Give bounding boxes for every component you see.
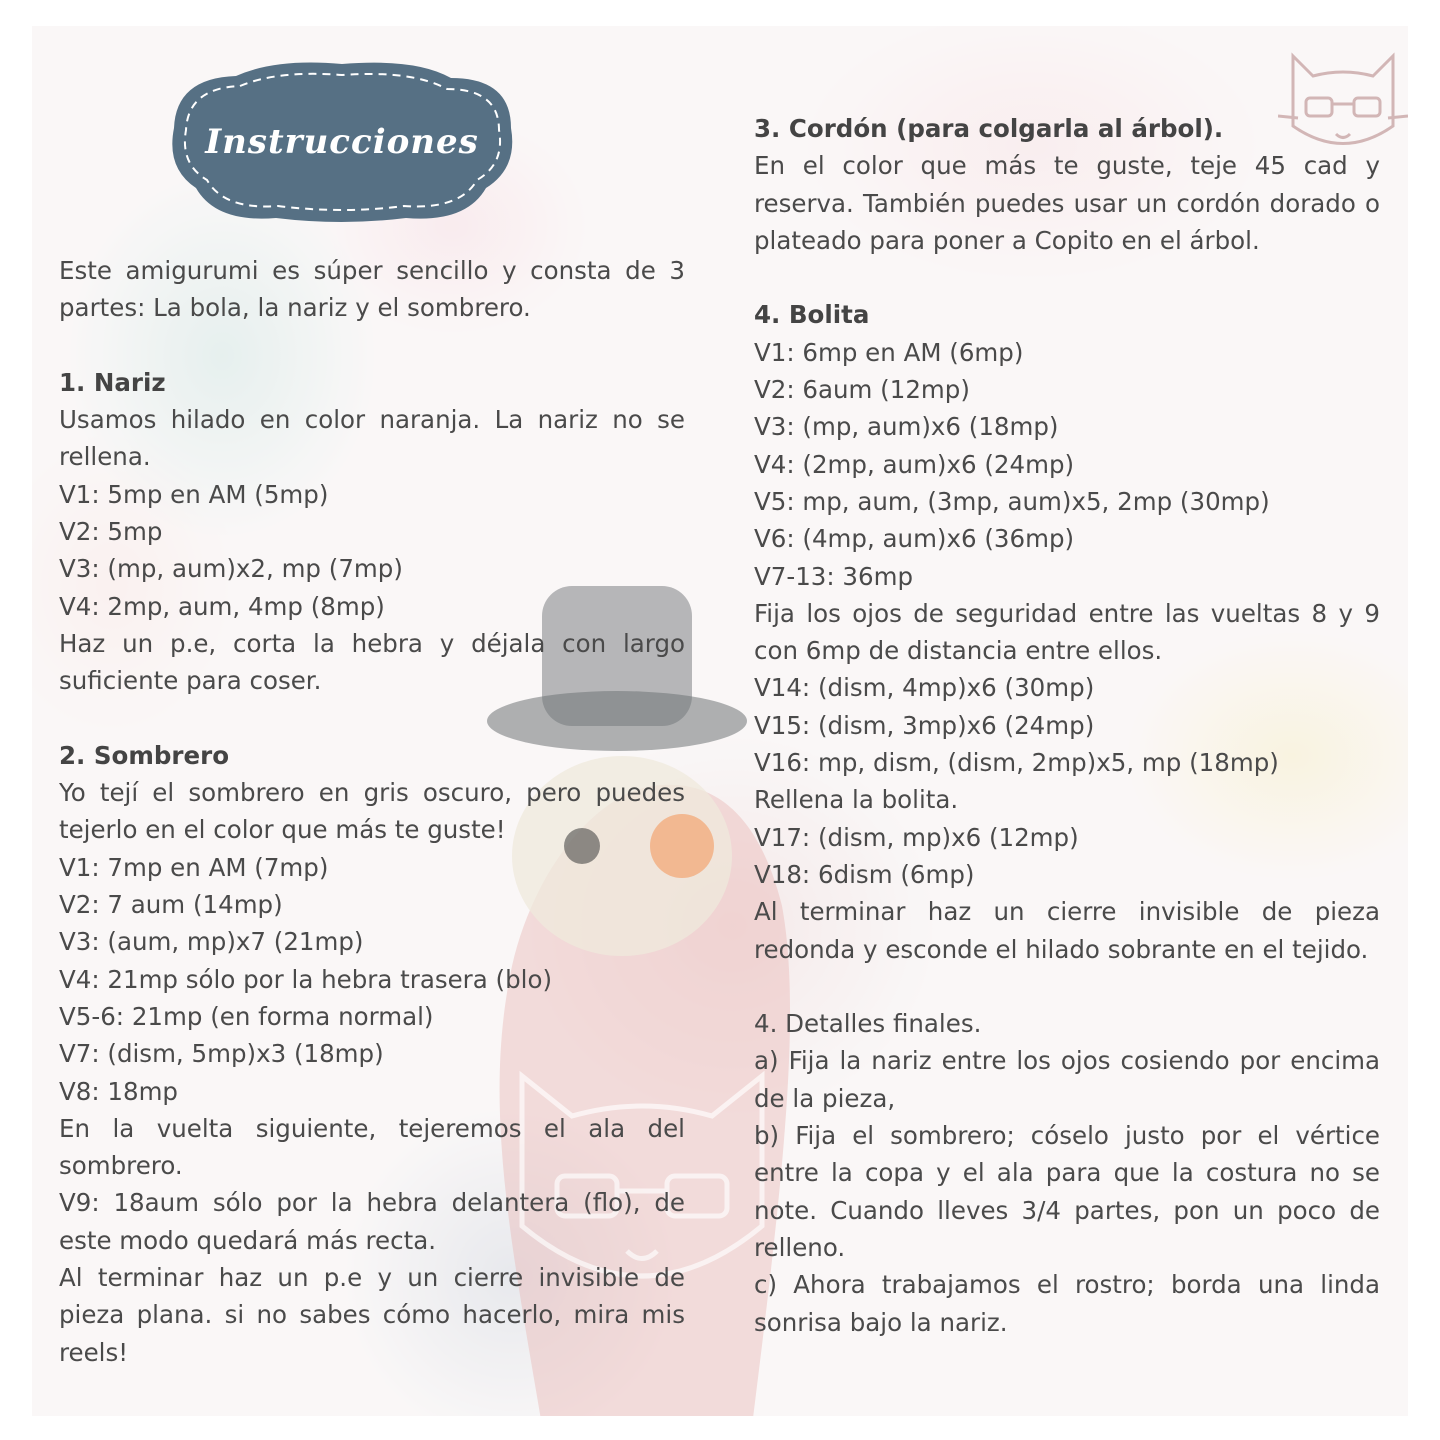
- detalles-step-c: c) Ahora trabajamos el rostro; borda una linda sonrisa bajo la nariz.: [754, 1270, 1380, 1337]
- bolita-row: V3: (mp, aum)x6 (18mp): [754, 412, 1059, 442]
- right-column: [754, 110, 1380, 1341]
- cordon-heading: 3. Cordón (para colgarla al árbol).: [754, 114, 1224, 143]
- bolita-row: V7-13: 36mp: [754, 561, 913, 591]
- bolita-closing: Al terminar haz un cierre invisible de pieza redonda y esconde el hilado sobrante en el tejido.: [754, 897, 1380, 964]
- page-title: Instrucciones: [205, 122, 479, 162]
- sombrero-row: V3: (aum, mp)x7 (21mp): [59, 927, 364, 957]
- nariz-heading: 1. Nariz: [59, 367, 166, 397]
- bolita-row: V17: (dism, mp)x6 (12mp): [754, 822, 1079, 852]
- sombrero-note: Al terminar haz un p.e y un cierre invisible de pieza plana. si no sabes cómo hacerlo, mira mis reels!: [59, 1263, 685, 1367]
- detalles-step-b: b) Fija el sombrero; cóselo justo por el vértice entre la copa y el ala para que la costura no se note. Cuando lleves 3/4 partes, pon un poco de relleno.: [754, 1121, 1380, 1262]
- sombrero-row: V2: 7 aum (14mp): [59, 890, 283, 920]
- sombrero-note: V9: 18aum sólo por la hebra delantera (flo), de este modo quedará más recta.: [59, 1188, 685, 1255]
- bolita-row: V18: 6dism (6mp): [754, 859, 975, 889]
- bolita-row: V4: (2mp, aum)x6 (24mp): [754, 449, 1075, 479]
- left-column: [59, 252, 685, 1371]
- sombrero-row: V7: (dism, 5mp)x3 (18mp): [59, 1039, 384, 1069]
- nariz-description: Usamos hilado en color naranja. La nariz no se rellena.: [59, 405, 685, 472]
- sombrero-note: En la vuelta siguiente, tejeremos el ala del sombrero.: [59, 1113, 685, 1181]
- title-badge: [166, 58, 518, 226]
- nariz-row: V3: (mp, aum)x2, mp (7mp): [59, 554, 403, 584]
- bolita-eyes-note: Fija los ojos de seguridad entre las vueltas 8 y 9 con 6mp de distancia entre ellos.: [754, 598, 1380, 666]
- intro-paragraph: Este amigurumi es súper sencillo y consta de 3 partes: La bola, la nariz y el sombrero.: [59, 256, 685, 323]
- sombrero-row: V5-6: 21mp (en forma normal): [59, 1001, 434, 1031]
- nariz-row: V4: 2mp, aum, 4mp (8mp): [59, 591, 385, 621]
- bolita-row: V6: (4mp, aum)x6 (36mp): [754, 524, 1075, 554]
- sombrero-row: V8: 18mp: [59, 1076, 178, 1106]
- nariz-closing: Haz un p.e, corta la hebra y déjala con largo suficiente para coser.: [59, 628, 685, 696]
- sombrero-row: V1: 7mp en AM (7mp): [59, 852, 329, 882]
- sombrero-heading: 2. Sombrero: [59, 740, 230, 770]
- sombrero-description: Yo tejí el sombrero en gris oscuro, pero puedes tejerlo en el color que más te guste!: [59, 778, 685, 845]
- detalles-step-a: a) Fija la nariz entre los ojos cosiendo por encima de la pieza,: [754, 1046, 1380, 1113]
- bolita-row: V15: (dism, 3mp)x6 (24mp): [754, 710, 1095, 740]
- bolita-row: V16: mp, dism, (dism, 2mp)x5, mp (18mp): [754, 748, 1279, 778]
- cordon-text: En el color que más te guste, teje 45 cad y reserva. También puedes usar un cordón dorado o plateado para poner a Copito en el árbol.: [754, 151, 1380, 255]
- nariz-row: V2: 5mp: [59, 517, 163, 547]
- bolita-fill-note: Rellena la bolita.: [754, 785, 959, 815]
- bolita-row: V2: 6aum (12mp): [754, 375, 970, 405]
- bolita-row: V14: (dism, 4mp)x6 (30mp): [754, 673, 1095, 703]
- bolita-row: V1: 6mp en AM (6mp): [754, 337, 1024, 367]
- sombrero-row: V4: 21mp sólo por la hebra trasera (blo): [59, 964, 553, 994]
- nariz-row: V1: 5mp en AM (5mp): [59, 479, 329, 509]
- bolita-row: V5: mp, aum, (3mp, aum)x5, 2mp (30mp): [754, 486, 1270, 516]
- detalles-heading: 4. Detalles finales.: [754, 1009, 982, 1039]
- bolita-heading: 4. Bolita: [754, 300, 870, 330]
